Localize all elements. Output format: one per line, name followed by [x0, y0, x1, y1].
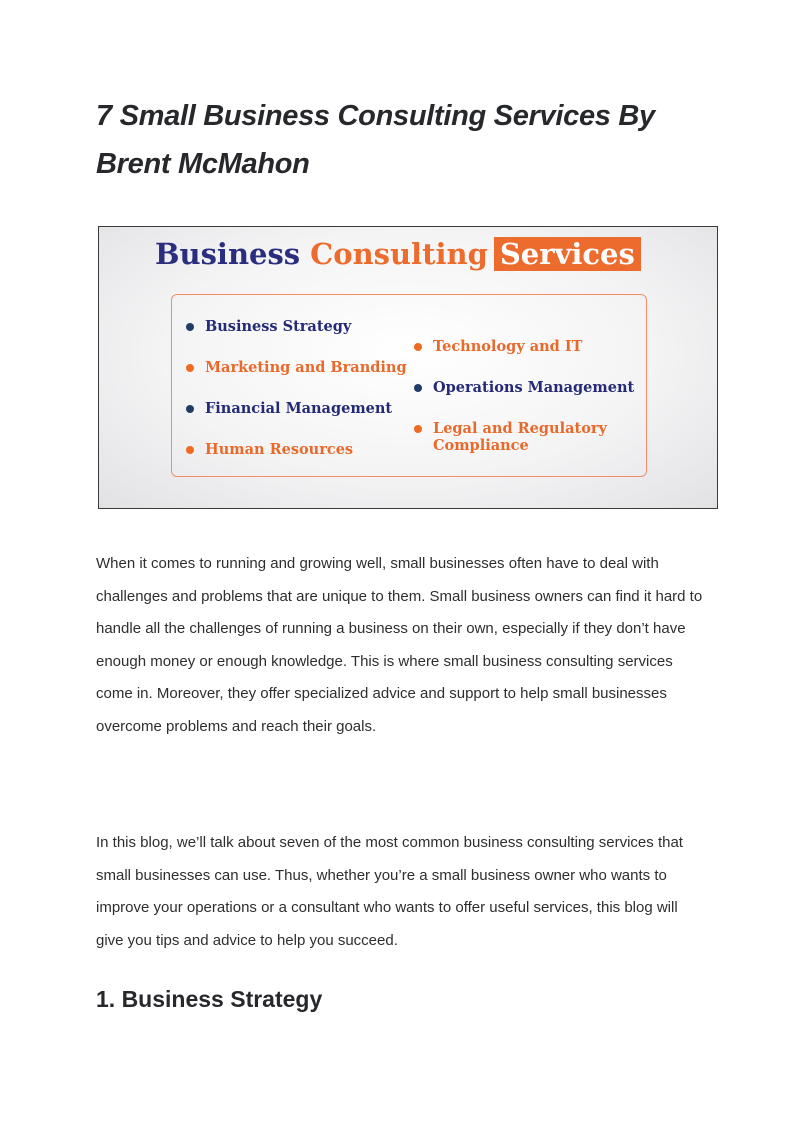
- service-item-financial-management: Financial Management: [186, 400, 392, 417]
- service-item-business-strategy: Business Strategy: [186, 318, 351, 335]
- section-heading: 1. Business Strategy: [96, 986, 323, 1012]
- service-item-human-resources: Human Resources: [186, 441, 353, 458]
- hero-headline: [155, 237, 641, 271]
- bullet-icon: [186, 364, 194, 372]
- bullet-icon: [414, 384, 422, 392]
- bullet-icon: [414, 343, 422, 351]
- intro-paragraph: When it comes to running and growing well, small businesses often have to deal with challenges and problems that are unique to them. Small business owners can find it hard to handle all the challenges of running a business on their own, especially if they don’t have enough money or enough knowledge. This is where small business consulting services come in. Moreover, they offer specialized advice and support to help small businesses overcome problems and reach their goals.: [96, 555, 703, 735]
- service-item-technology-it: Technology and IT: [414, 338, 582, 355]
- bullet-icon: [186, 323, 194, 331]
- service-item-operations-management: Operations Management: [414, 379, 634, 396]
- headline-word-business: Business: [155, 237, 301, 271]
- blog-overview-paragraph: In this blog, we’ll talk about seven of the most common business consulting services that small businesses can use. Thus, whether you’re a small business owner who wants to improve your operations or a consultant who wants to offer useful services, this blog will give you tips and advice to help you succeed.: [96, 834, 683, 949]
- page-title: 7 Small Business Consulting Services By Brent McMahon: [96, 100, 655, 180]
- service-item-legal-compliance: Legal and Regulatory Compliance: [414, 420, 614, 454]
- bullet-icon: [414, 425, 422, 433]
- hero-image: [98, 226, 718, 509]
- service-item-marketing-branding: Marketing and Branding: [186, 359, 407, 376]
- bullet-icon: [186, 405, 194, 413]
- services-list-box: [171, 294, 647, 477]
- headline-word-consulting: Consulting: [310, 237, 488, 271]
- bullet-icon: [186, 446, 194, 454]
- headline-word-services: Services: [494, 237, 641, 271]
